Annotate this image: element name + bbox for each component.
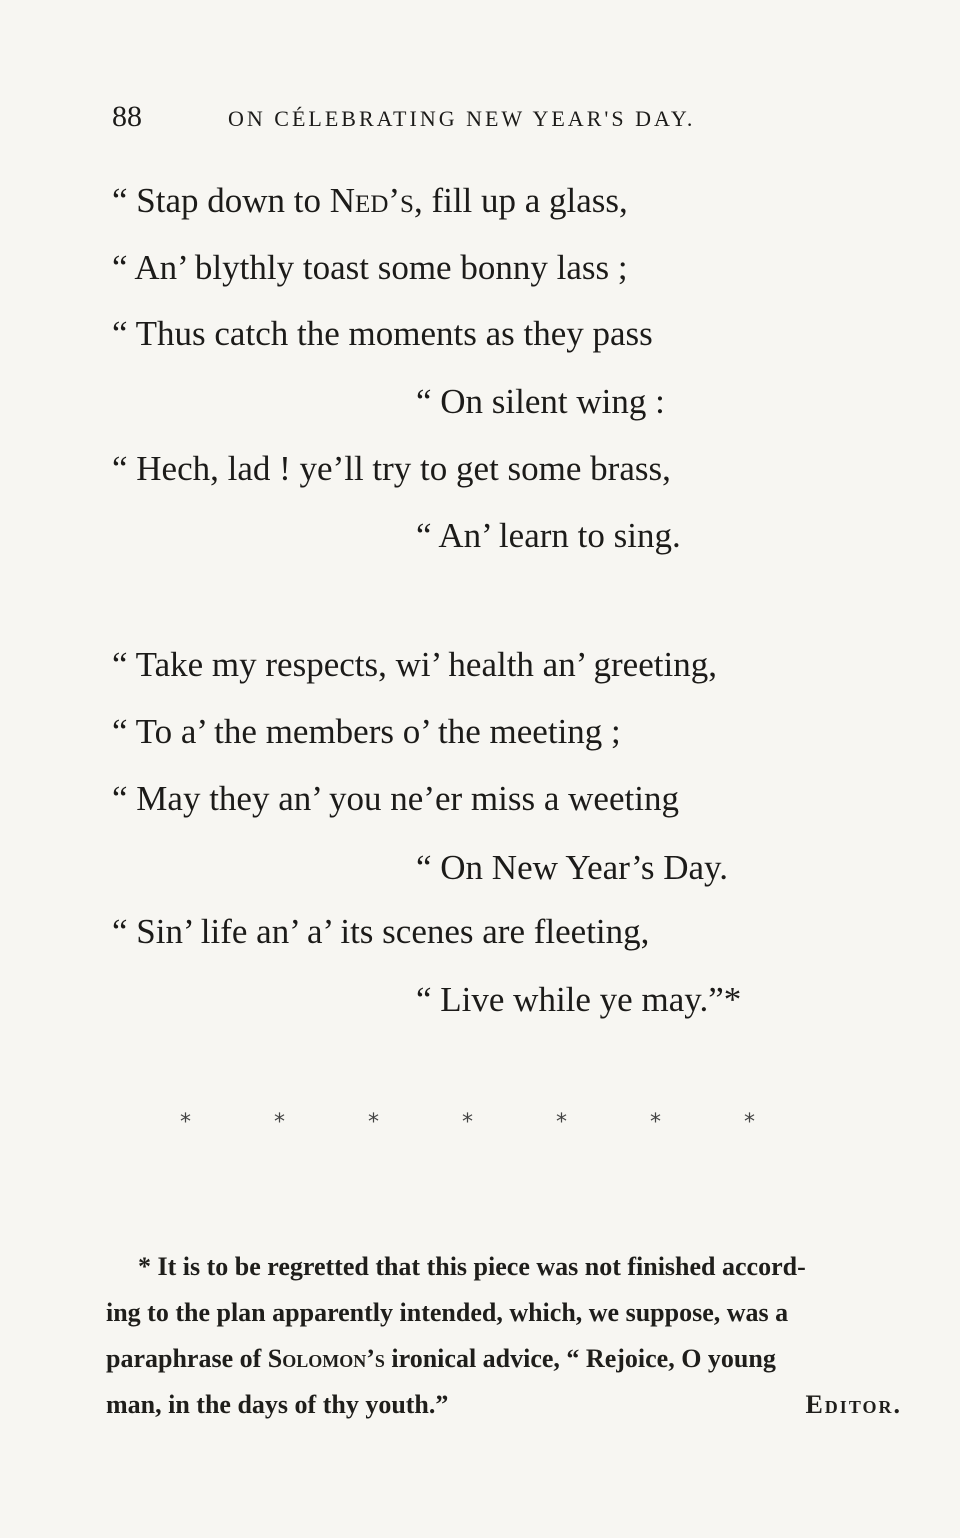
separator-star: * (744, 1110, 755, 1135)
footnote-text: paraphrase of (106, 1344, 268, 1373)
separator-star: * (462, 1110, 473, 1135)
verse-line: “ Hech, lad ! ye’ll try to get some brass, (112, 449, 671, 488)
footnote-line: * It is to be regretted that this piece was not finished accord- (138, 1252, 806, 1281)
separator-star: * (368, 1110, 379, 1135)
editor-signature: Editor. (805, 1390, 902, 1419)
page-header (112, 100, 812, 140)
footnote-line (106, 1382, 902, 1428)
name-solomon: Solomon’s (267, 1344, 385, 1373)
verse-text: “ Stap down to (112, 181, 330, 220)
verse-line (112, 183, 628, 218)
verse-text: , fill up a glass, (413, 181, 628, 220)
verse-line-indented: “ On silent wing : (416, 382, 665, 421)
running-title: ON CÉLEBRATING NEW YEAR'S DAY. (228, 106, 696, 131)
footnote-line (106, 1336, 902, 1382)
verse-line-indented: “ An’ learn to sing. (416, 516, 681, 555)
verse-line: “ An’ blythly toast some bonny lass ; (112, 248, 628, 287)
footnote (106, 1244, 902, 1428)
verse-line: “ Take my respects, wi’ health an’ greeting, (112, 645, 717, 684)
separator-star: * (180, 1110, 191, 1135)
verse-line-indented: “ On New Year’s Day. (416, 848, 729, 887)
footnote-line: ing to the plan apparently intended, which, we suppose, was a (106, 1298, 789, 1327)
separator-star: * (274, 1110, 285, 1135)
footnote-text: man, in the days of thy youth.” (106, 1390, 449, 1419)
asterism-separator (180, 1110, 780, 1140)
separator-star: * (556, 1110, 567, 1135)
verse-line: “ Thus catch the moments as they pass (112, 314, 653, 353)
name-ned: Ned’s (329, 181, 414, 220)
verse-line: “ Sin’ life an’ a’ its scenes are fleeting, (112, 912, 650, 951)
verse-line: “ May they an’ you ne’er miss a weeting (112, 779, 679, 818)
footnote-text: ironical advice, “ Rejoice, O young (384, 1344, 776, 1373)
page-number: 88 (112, 100, 142, 133)
verse-line: “ To a’ the members o’ the meeting ; (112, 712, 621, 751)
verse-line-indented: “ Live while ye may.”* (416, 980, 742, 1019)
separator-star: * (650, 1110, 661, 1135)
